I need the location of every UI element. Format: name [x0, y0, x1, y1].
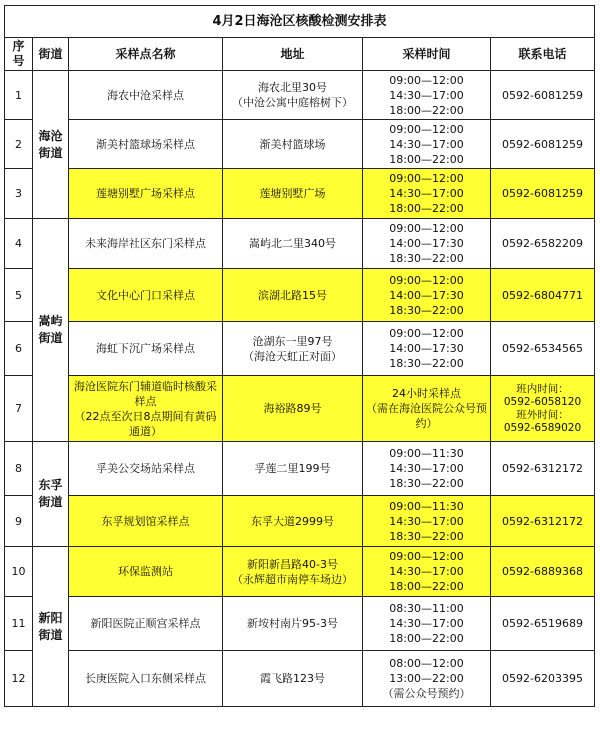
header-row — [5, 38, 595, 71]
table-row — [5, 651, 595, 707]
site-name: 海沧医院东门辅道临时核酸采样点 （22点至次日8点期间有黄码通道） — [69, 376, 223, 442]
site-phone: 0592-6312172 — [491, 442, 595, 496]
row-no: 5 — [5, 269, 33, 322]
row-no: 2 — [5, 120, 33, 169]
site-name: 莲塘别墅广场采样点 — [69, 169, 223, 219]
site-time: 09:00—12:00 14:00—17:30 18:30—22:00 — [363, 219, 491, 269]
row-no: 3 — [5, 169, 33, 219]
site-phone: 0592-6582209 — [491, 219, 595, 269]
site-address: 渐美村篮球场 — [223, 120, 363, 169]
header-time: 采样时间 — [363, 38, 491, 71]
site-address: 嵩屿北二里340号 — [223, 219, 363, 269]
site-name: 孚美公交场站采样点 — [69, 442, 223, 496]
site-address: 海裕路89号 — [223, 376, 363, 442]
row-no: 11 — [5, 597, 33, 651]
header-site-name: 采样点名称 — [69, 38, 223, 71]
site-phone: 0592-6534565 — [491, 322, 595, 376]
schedule-sheet — [4, 5, 595, 707]
site-phone: 0592-6081259 — [491, 120, 595, 169]
site-time: 08:00—12:00 13:00—22:00 （需公众号预约） — [363, 651, 491, 707]
table-title: 4月2日海沧区核酸检测安排表 — [5, 6, 595, 38]
site-address: 海农北里30号 （中沧公寓中庭榕树下） — [223, 71, 363, 120]
row-no: 12 — [5, 651, 33, 707]
street-xinyang: 新阳 街道 — [33, 547, 69, 707]
site-phone: 0592-6519689 — [491, 597, 595, 651]
street-songyu: 嵩屿 街道 — [33, 219, 69, 442]
site-name: 长庚医院入口东侧采样点 — [69, 651, 223, 707]
row-no: 1 — [5, 71, 33, 120]
row-no: 10 — [5, 547, 33, 597]
table-row — [5, 219, 595, 269]
table-row — [5, 442, 595, 496]
site-phone: 0592-6804771 — [491, 269, 595, 322]
table-row — [5, 120, 595, 169]
table-row — [5, 547, 595, 597]
table-row — [5, 71, 595, 120]
site-time: 09:00—11:30 14:30—17:00 18:30—22:00 — [363, 496, 491, 547]
street-dongfu: 东孚 街道 — [33, 442, 69, 547]
table-row — [5, 496, 595, 547]
row-no: 4 — [5, 219, 33, 269]
site-time: 09:00—12:00 14:00—17:30 18:30—22:00 — [363, 322, 491, 376]
site-address: 霞飞路123号 — [223, 651, 363, 707]
header-street: 街道 — [33, 38, 69, 71]
site-phone: 0592-6081259 — [491, 169, 595, 219]
site-address: 新阳新昌路40-3号 （永辉超市南停车场边） — [223, 547, 363, 597]
site-time: 24小时采样点 （需在海沧医院公众号预约） — [363, 376, 491, 442]
header-no: 序号 — [5, 38, 33, 71]
site-phone: 0592-6203395 — [491, 651, 595, 707]
site-time: 09:00—12:00 14:30—17:00 18:00—22:00 — [363, 120, 491, 169]
site-address: 东孚大道2999号 — [223, 496, 363, 547]
table-row — [5, 322, 595, 376]
row-no: 8 — [5, 442, 33, 496]
site-phone: 0592-6081259 — [491, 71, 595, 120]
header-phone: 联系电话 — [491, 38, 595, 71]
table-row — [5, 376, 595, 442]
site-name: 海农中沧采样点 — [69, 71, 223, 120]
table-row — [5, 269, 595, 322]
site-phone: 班内时间： 0592-6058120 班外时间： 0592-6589020 — [491, 376, 595, 442]
site-address: 沧湖东一里97号 （海沧天虹正对面） — [223, 322, 363, 376]
site-address: 孚莲二里199号 — [223, 442, 363, 496]
street-haicang: 海沧 街道 — [33, 71, 69, 219]
row-no: 6 — [5, 322, 33, 376]
header-address: 地址 — [223, 38, 363, 71]
row-no: 7 — [5, 376, 33, 442]
site-time: 09:00—11:30 14:30—17:00 18:30—22:00 — [363, 442, 491, 496]
site-name: 未来海岸社区东门采样点 — [69, 219, 223, 269]
site-time: 08:30—11:00 14:30—17:00 18:00—22:00 — [363, 597, 491, 651]
site-address: 莲塘别墅广场 — [223, 169, 363, 219]
site-address: 新垵村南片95-3号 — [223, 597, 363, 651]
site-time: 09:00—12:00 14:30—17:00 18:00—22:00 — [363, 71, 491, 120]
site-phone: 0592-6312172 — [491, 496, 595, 547]
site-name: 文化中心门口采样点 — [69, 269, 223, 322]
site-name: 渐美村篮球场采样点 — [69, 120, 223, 169]
site-phone: 0592-6889368 — [491, 547, 595, 597]
site-time: 09:00—12:00 14:00—17:30 18:30—22:00 — [363, 269, 491, 322]
site-time: 09:00—12:00 14:30—17:00 18:00—22:00 — [363, 547, 491, 597]
site-name: 新阳医院正顺宫采样点 — [69, 597, 223, 651]
site-name: 环保监测站 — [69, 547, 223, 597]
site-address: 滨湖北路15号 — [223, 269, 363, 322]
schedule-table — [4, 5, 595, 707]
table-row — [5, 169, 595, 219]
table-row — [5, 597, 595, 651]
site-time: 09:00—12:00 14:30—17:00 18:00—22:00 — [363, 169, 491, 219]
site-name: 东孚规划馆采样点 — [69, 496, 223, 547]
site-name: 海虹下沉广场采样点 — [69, 322, 223, 376]
row-no: 9 — [5, 496, 33, 547]
